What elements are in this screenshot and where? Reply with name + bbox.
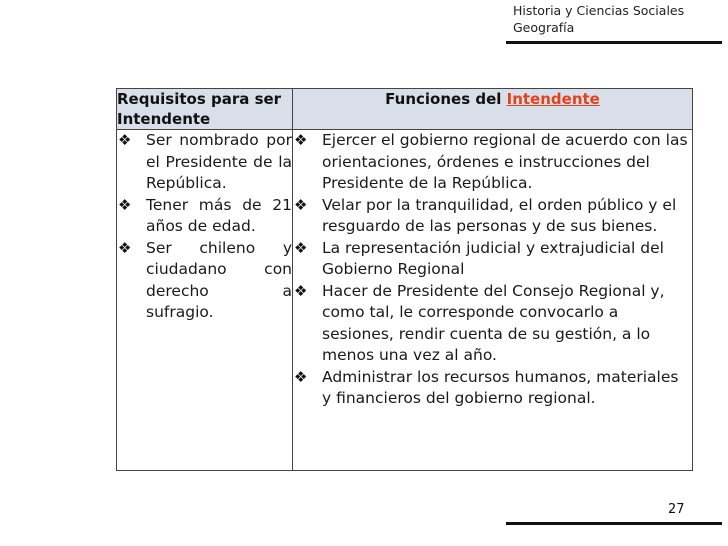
page-number: 27 [668,502,685,517]
list-item-text: Hacer de Presidente del Consejo Regional y, como tal, le corresponde convocarlo a sesiones, rendir cuenta de su gestión, a lo menos una vez al año. [322,281,665,364]
intendente-link: Intendente [506,90,600,108]
funciones-header [293,89,693,130]
intendente-table [116,88,693,471]
diamond-bullet-icon: ❖ [294,195,308,214]
requisitos-cell [117,130,293,471]
document-header [513,2,725,36]
list-item [293,195,692,238]
list-item [293,281,692,367]
table-header-row [117,89,693,130]
list-item-text: Ser chileno y ciudadano con derecho a sufragio. [146,238,292,321]
list-item [117,195,292,238]
list-item-text: La representación judicial y extrajudicial del Gobierno Regional [322,238,664,278]
list-item [117,238,292,324]
list-item [293,238,692,281]
funciones-header-prefix: Funciones del [385,90,502,108]
subject-subtitle: Geografía [513,20,575,35]
diamond-bullet-icon: ❖ [118,131,132,149]
subject-title: Historia y Ciencias Sociales [513,3,685,18]
header-divider [506,41,722,44]
table-body-row [117,130,693,471]
list-item-text: Tener más de 21 años de edad. [146,195,292,235]
diamond-bullet-icon: ❖ [294,131,308,149]
diamond-bullet-icon: ❖ [294,367,308,386]
diamond-bullet-icon: ❖ [118,238,132,257]
diamond-bullet-icon: ❖ [294,281,308,300]
list-item-text: Ser nombrado por el Presidente de la República. [146,131,292,192]
footer-divider [506,522,722,525]
list-item [293,367,692,410]
diamond-bullet-icon: ❖ [294,238,308,257]
requisitos-header: Requisitos para ser Intendente [117,89,293,130]
funciones-cell [293,130,693,471]
list-item-text: Administrar los recursos humanos, materiales y financieros del gobierno regional. [322,367,679,407]
list-item-text: Velar por la tranquilidad, el orden público y el resguardo de las personas y de sus bienes. [322,195,677,235]
list-item [293,130,692,195]
list-item [117,130,292,195]
diamond-bullet-icon: ❖ [118,195,132,214]
list-item-text: Ejercer el gobierno regional de acuerdo con las orientaciones, órdenes e instrucciones del Presidente de la República. [322,131,688,192]
